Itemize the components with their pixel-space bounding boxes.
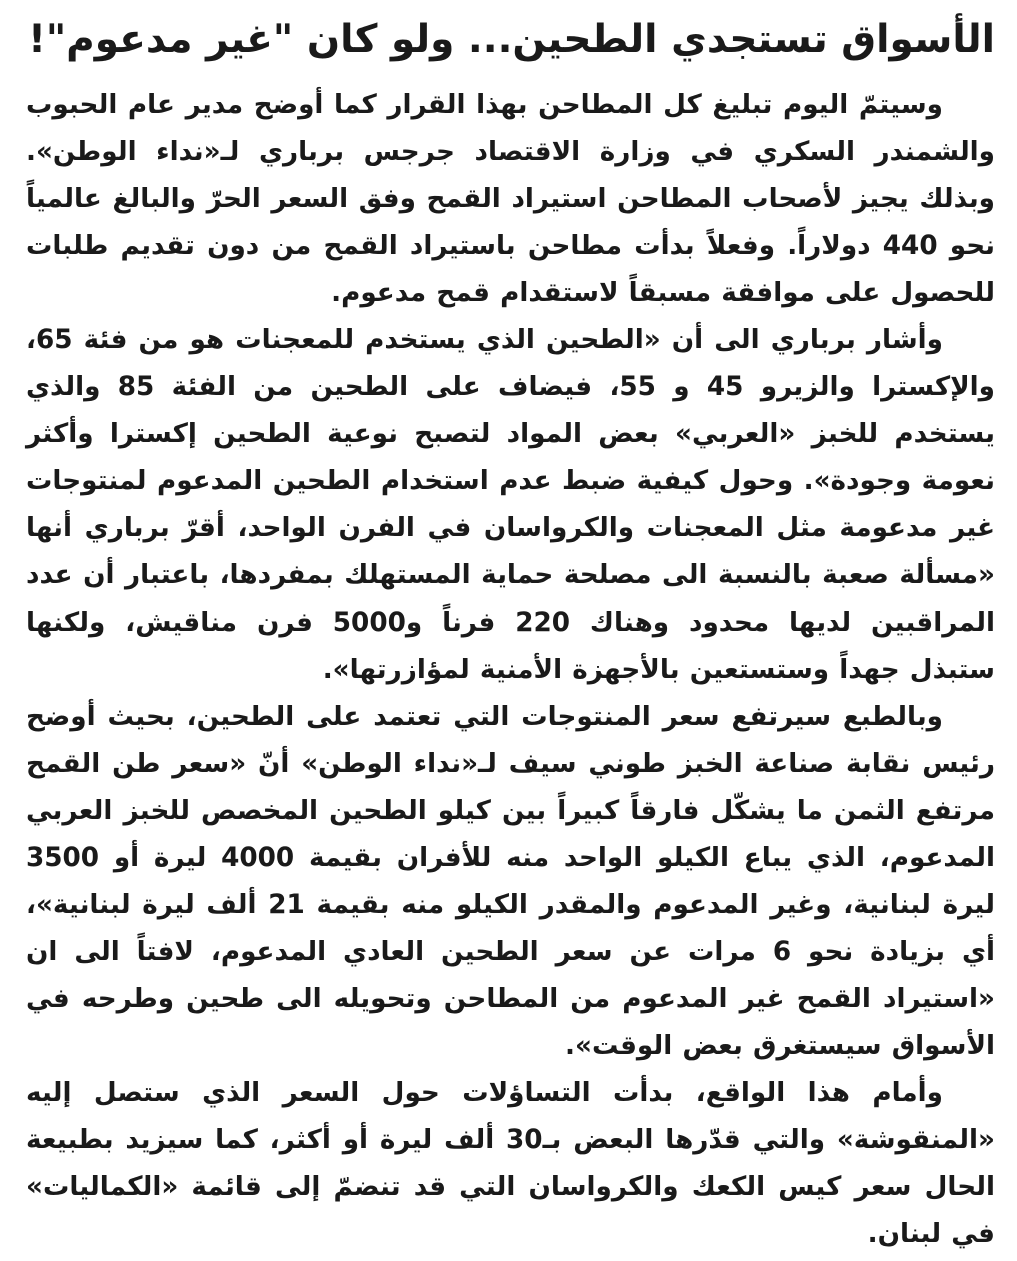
article-headline: الأسواق تستجدي الطحين... ولو كان "غير مدعوم"!	[28, 17, 995, 62]
article-paragraph: وبالطبع سيرتفع سعر المنتوجات التي تعتمد على الطحين، بحيث أوضح رئيس نقابة صناعة الخبز طوني سيف لـ«نداء الوطن» أنّ «سعر طن القمح مرتفع الثمن ما يشكّل فارقاً كبيراً بين كيلو الطحين المخصص للخبز العربي المدعوم، الذي يباع الكيلو الواحد منه للأفران بقيمة 4000 ليرة أو 3500 ليرة لبنانية، وغير المدعوم والمقدر الكيلو منه بقيمة 21 ألف ليرة لبنانية»، أي بزيادة نحو 6 مرات عن سعر الطحين العادي المدعوم، لافتاً الى ان «استيراد القمح غير المدعوم من المطاحن وتحويله الى طحين وطرحه في الأسواق سيستغرق بعض الوقت».	[26, 701, 996, 1061]
article-paragraph: وأشار برباري الى أن «الطحين الذي يستخدم للمعجنات هو من فئة 65، والإكسترا والزيرو 45 و 55، فيضاف على الطحين من الفئة 85 والذي يستخدم للخبز «العربي» بعض المواد لتصبح نوعية الطحين إكسترا وأكثر نعومة وجودة». وحول كيفية ضبط عدم استخدام الطحين المدعوم لمنتوجات غير مدعومة مثل المعجنات والكرواسان في الفرن الواحد، أقرّ برباري أنها «مسألة صعبة بالنسبة الى مصلحة حماية المستهلك بمفردها، باعتبار أن عدد المراقبين لديها محدود وهناك 220 فرناً و5000 فرن مناقيش، ولكنها ستبذل جهداً وستستعين بالأجهزة الأمنية لمؤازرتها».	[26, 325, 996, 685]
article-paragraph: وأمام هذا الواقع، بدأت التساؤلات حول السعر الذي ستصل إليه «المنقوشة» والتي قدّرها البعض بـ30 ألف ليرة أو أكثر، كما سيزيد بطبيعة الحال سعر كيس الكعك والكرواسان التي قد تنضمّ إلى قائمة «الكماليات» في لبنان.	[26, 1077, 995, 1250]
article	[26, 8, 995, 1261]
article-paragraph: وسيتمّ اليوم تبليغ كل المطاحن بهذا القرار كما أوضح مدير عام الحبوب والشمندر السكري في وزارة الاقتصاد جرجس برباري لـ«نداء الوطن». وبذلك يجيز لأصحاب المطاحن استيراد القمح وفق السعر الحرّ والبالغ عالمياً نحو 440 دولاراً. وفعلاً بدأت مطاحن باستيراد القمح من دون تقديم طلبات للحصول على موافقة مسبقاً لاستقدام قمح مدعوم.	[26, 90, 995, 309]
